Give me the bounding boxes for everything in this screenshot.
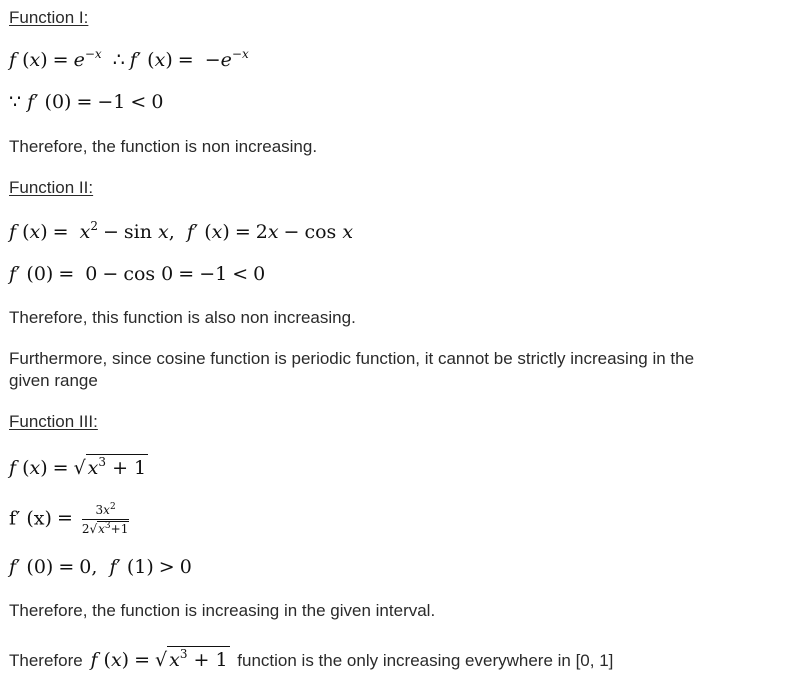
- final-function-expression: f (x) = √ $x^3 + 1$: [90, 647, 228, 671]
- final-suffix: function is the only increasing everywhere in [0, 1]: [237, 651, 614, 670]
- function-2-derivative-at-zero: f′ (0) = 0 − cos 0 = −1 < 0: [9, 263, 266, 285]
- function-3-conclusion: Therefore, the function is increasing in the given interval.: [9, 601, 436, 620]
- function-2-conclusion: Therefore, this function is also non increasing.: [9, 308, 356, 327]
- final-prefix: Therefore: [9, 651, 83, 670]
- function-3-derivative-values: f′ (0) = 0, f′ (1) > 0: [9, 556, 192, 578]
- function-2-note-line-1: Furthermore, since cosine function is periodic function, it cannot be strictly increasing in the: [9, 349, 695, 368]
- function-1-derivative-equation: f $(x) = e^{-x}$ ∴ f′ $(x) = -e^{-x}$: [9, 47, 249, 71]
- function-1-derivative-at-zero: ∵ f′ (0) = −1 < 0: [9, 91, 164, 113]
- derivative-fraction: $\frac{3x^2}{2√x^3+1}$: [81, 502, 129, 536]
- final-conclusion: [9, 646, 613, 671]
- function-1-conclusion: Therefore, the function is non increasing.: [9, 137, 318, 156]
- function-3-definition: f (x) = √ $x^3 + 1$: [9, 455, 147, 479]
- function-3-heading: Function III:: [9, 412, 98, 431]
- function-2-heading: Function II:: [9, 178, 94, 197]
- function-1-heading: Function I:: [9, 8, 89, 27]
- function-2-derivative-equation: f $(x) = x^2 - \sin x$, f′ (x) = 2x − cos x: [9, 219, 354, 243]
- function-3-derivative: f′ (x) = $\frac{3x^2}{2√x^3+1}$: [9, 502, 129, 536]
- function-2-note-line-2: given range: [9, 371, 98, 390]
